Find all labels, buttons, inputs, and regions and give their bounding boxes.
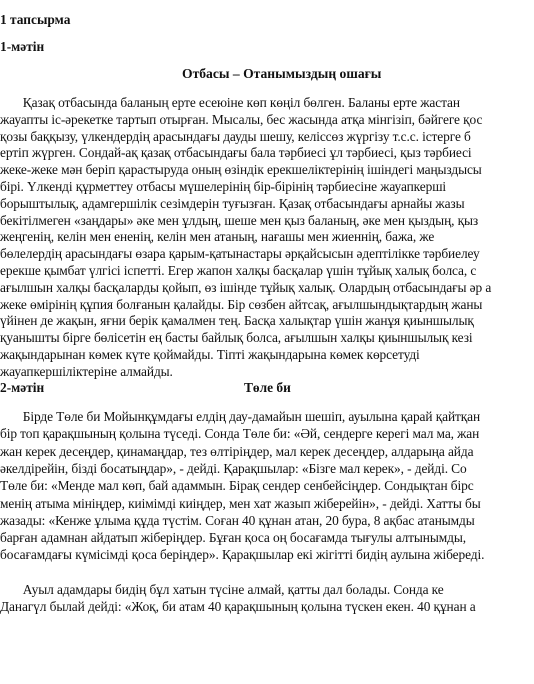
paragraph-line: бөлелердің арасындағы өзара қарым-қатынастары әрқайсысын әдептілікке тәрбиелеу — [0, 246, 480, 262]
paragraph-line: борыштылық, адамгершілік сезімдерін туғызған. Қазақ отбасындағы арнайы жазы — [0, 195, 465, 211]
paragraph-line: Ауыл адамдары бидің бұл хатын түсіне алмай, қатты дал болады. Сонда ке — [0, 582, 444, 597]
paragraph-line: жеңгенің, келін мен ененің, келін мен атаның, нағашы мен жиеннің, бажа, же — [0, 229, 435, 245]
paragraph-line: бір топ қарақшының қолына түседі. Сонда Төле би: «Әй, сендерге керегі мал ма, жан — [0, 426, 480, 442]
paragraph-line: жауапты іс-әрекетке тартып отырған. Мысалы, бес жасында атқа мінгізіп, бәйгеге қос — [0, 111, 483, 127]
paragraph-line: Данагүл былай дейді: «Жоқ, би атам 40 қарақшының қолына түскен екен. 40 құнан а — [0, 599, 476, 615]
paragraph-line: менің атыма мініңдер, киімімді киіңдер, мен хат жазып жіберейін», - дейді. Хатты бы — [0, 495, 481, 511]
paragraph-line: бекітілмеген «заңдары» әке мен ұлдың, шеше мен қыз баланың, әке мен қыздың, қыз — [0, 212, 479, 228]
text1-title: Отбасы – Отанымыздың ошағы — [182, 66, 382, 81]
paragraph-line: босағамдағы күмісімді қоса беріңдер». Қарақшылар екі жігітті бидің аулына жібереді. — [0, 547, 485, 563]
text2-label: 2-мәтін — [0, 380, 45, 395]
paragraph-line: қуанышты бірге бөлісетін ең басты байлық болса, ағылшын халқы қиыншылық кезі — [0, 330, 473, 346]
paragraph-line: үйінен де жақын, яғни берік қамалмен тең. Басқа халықтар үшін жанұя қиыншылық — [0, 313, 474, 329]
paragraph-line: бірі. Үлкенді құрметтеу отбасы мүшелерінің бір-бірінің тәрбиесіне жауапкерші — [0, 179, 447, 194]
text1-label: 1-мәтін — [0, 39, 45, 54]
text2-title: Төле би — [244, 380, 291, 395]
paragraph-line: жауапкершіліктеріне алмайды. — [0, 363, 173, 379]
paragraph-line: ертіп жүрген. Сондай-ақ қазақ отбасындағы бала тәрбиесі ұл тәрбиесі, қыз тәрбиесі — [0, 145, 472, 161]
paragraph-line: барған адамнан айдатып жіберіңдер. Бұған қоса оң босағамда тығулы алтынымды, — [0, 530, 467, 546]
task-heading: 1 тапсырма — [0, 12, 71, 27]
paragraph-line: Қазақ отбасында баланың ерте есеюіне көп көңіл бөлген. Баланы ерте жастан — [0, 95, 460, 110]
paragraph-line: жазады: «Кенже ұлыма құда түстім. Соған 40 құнан атан, 20 бура, 8 ақбас атанымды — [0, 512, 475, 528]
paragraph-line: жеке-жеке мән беріп қарастыруда оның өзіндік ерекшеліктерінің ішіндегі маңыздысы — [0, 162, 482, 178]
paragraph-line: Бірде Төле би Мойынқұмдағы елдің дау-дамайын шешіп, ауылына қарай қайтқан — [0, 409, 481, 424]
paragraph-line: ерекше қымбат үлгісі іспетті. Егер жапон халқы басқалар үшін тұйық халық болса, с — [0, 263, 477, 278]
paragraph-line: қозы баққызу, үлкендердің арасындағы дауды шешу, келіссөз жүргізу т.с.с. істерге б — [0, 128, 471, 144]
paragraph-line: Төле би: «Менде мал көп, бай адаммын. Бірақ сендер сенбейсіңдер. Сондықтан бірс — [0, 478, 474, 494]
paragraph-line: әкелдірейін, бізді босатыңдар», - дейді. Қарақшылар: «Бізге мал керек», - дейді. Со — [0, 460, 467, 476]
paragraph-line: жан керек десеңдер, қинамаңдар, тез өлтіріңдер, мал керек десеңдер, алдарыңа айда — [0, 443, 474, 459]
paragraph-line: жақындарынан көмек күте қоймайды. Тіпті жақындарына көмек көрсетуді — [0, 347, 420, 362]
paragraph-line: ағылшын халқы басқаларды қойып, өз ішінде тұйық халық. Олардың отбасындағы әр а — [0, 279, 492, 295]
paragraph-line: жеке өмірінің құпия болғанын қалайды. Бір сөзбен айтсақ, ағылшындықтардың жаны — [0, 296, 483, 312]
